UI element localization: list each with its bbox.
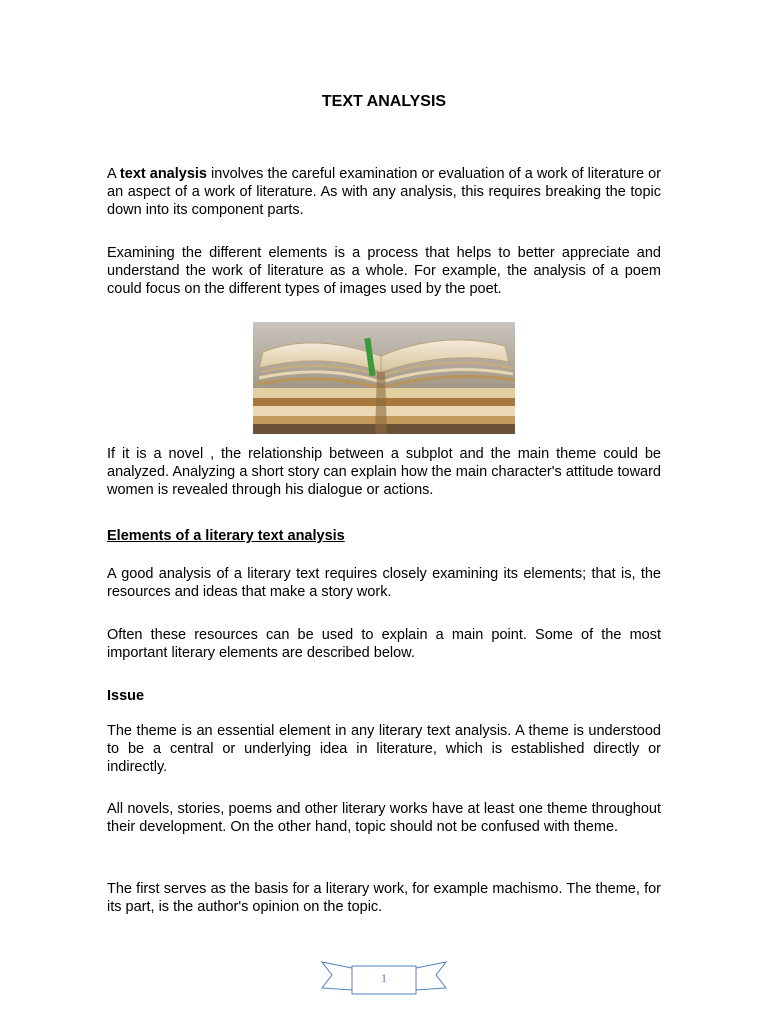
intro-bold-term: text analysis (119, 166, 207, 182)
paragraph-theme: The theme is an essential element in any literary text analysis. A theme is understood to be a central or underlying idea in literature, which is established directly or indirectly. (107, 723, 661, 775)
books-image (253, 322, 515, 434)
intro-prefix: A (107, 166, 120, 182)
open-books-photo (253, 322, 515, 434)
paragraph-novels-stories: All novels, stories, poems and other literary works have at least one theme throughout their development. On the other hand, topic should not be confused with theme. (107, 801, 661, 835)
paragraph-good-analysis: A good analysis of a literary text requires closely examining its elements; that is, the resources and ideas that make a story work. (107, 566, 661, 600)
document-title: TEXT ANALYSIS (321, 93, 447, 110)
paragraph-elements-process: Examining the different elements is a process that helps to better appreciate and understand the work of literature as a whole. For example, the analysis of a poem could focus on the different types of images used by the poet. (107, 245, 661, 297)
section-heading-elements: Elements of a literary text analysis (107, 528, 345, 544)
paragraph-first-basis: The first serves as the basis for a literary work, for example machismo. The theme, for its part, is the author's opinion on the topic. (107, 881, 661, 915)
intro-paragraph (107, 165, 661, 219)
paragraph-novel: If it is a novel , the relationship between a subplot and the main theme could be analyzed. Analyzing a short story can explain how the main character's attitude toward women is revealed through his dialogue or actions. (107, 446, 661, 498)
intro-rest: involves the careful examination or evaluation of a work of literature or an aspect of a work of literature. As with any analysis, this requires breaking the topic down into its component parts. (107, 166, 661, 218)
paragraph-resources: Often these resources can be used to explain a main point. Some of the most important literary elements are described below. (107, 627, 661, 661)
section-heading-issue: Issue (107, 688, 145, 704)
page-number: 1 (381, 971, 387, 985)
